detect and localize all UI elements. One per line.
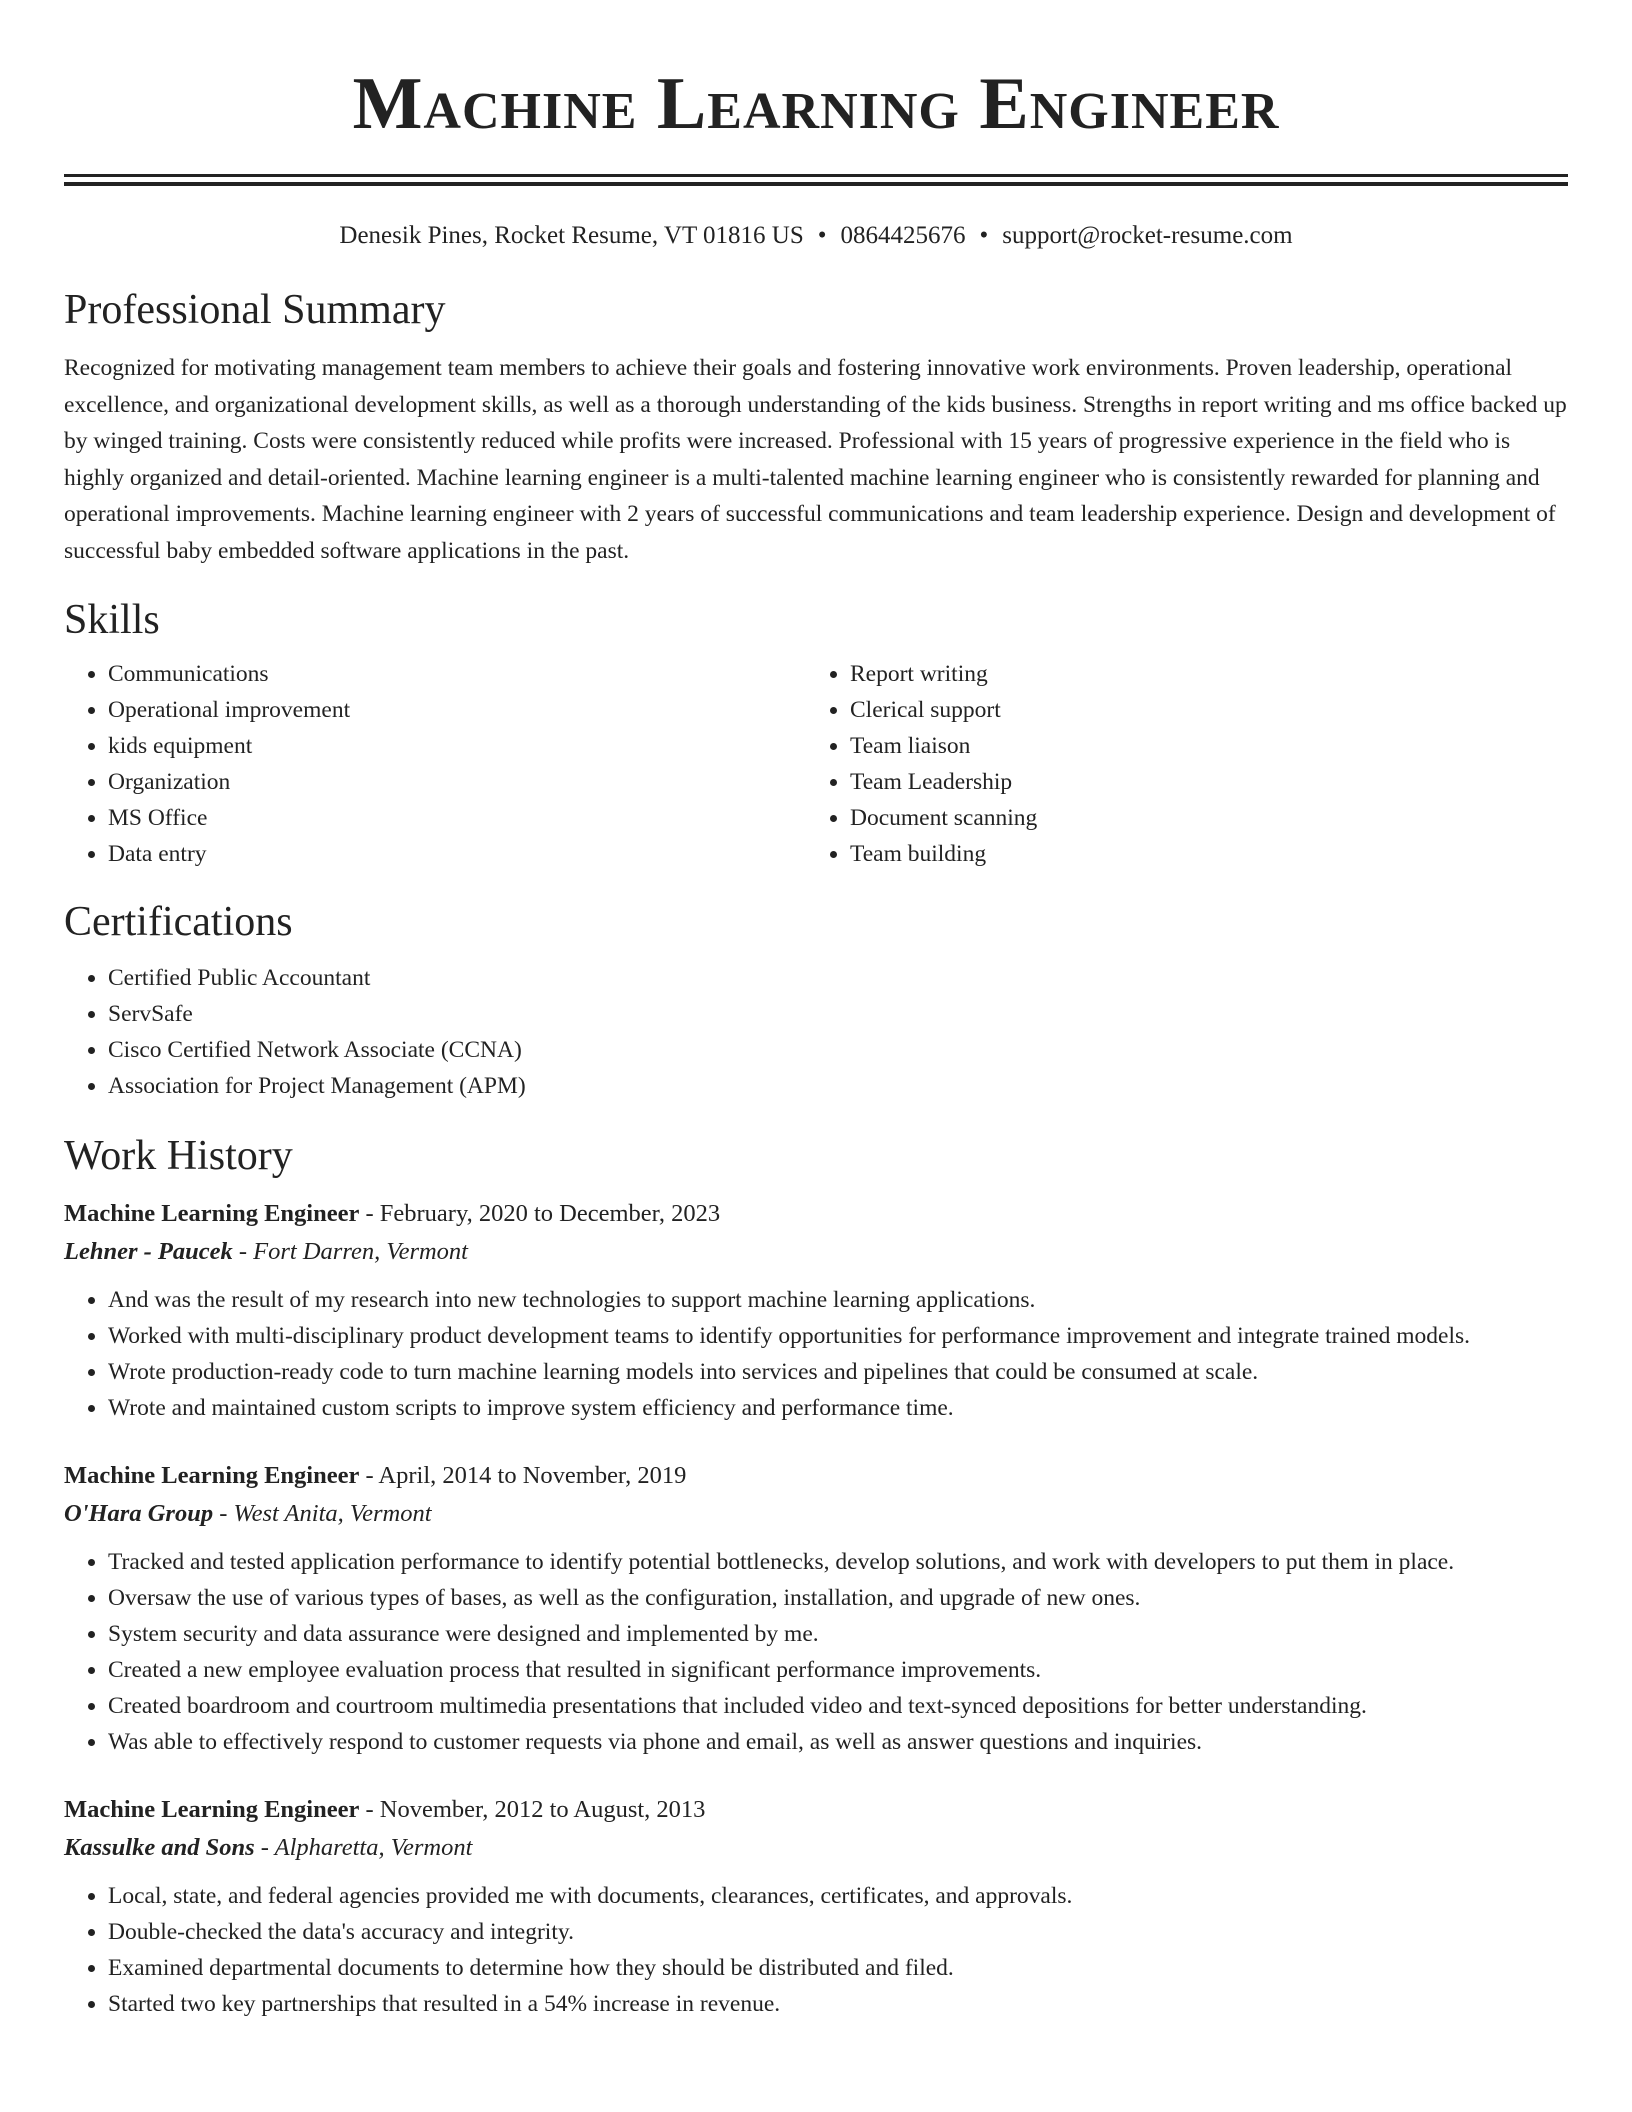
job-duty-item: • Tracked and tested application performance to identify potential bottlenecks, develop solutions, and work with developers to put them in place. (108, 1544, 1568, 1580)
divider-line-bottom (64, 182, 1568, 186)
skills-list-right (806, 656, 1548, 872)
job-duty-item: • Worked with multi-disciplinary product development teams to identify opportunities for performance improvement and integrate trained models. (108, 1318, 1568, 1354)
divider-line-top (64, 174, 1568, 177)
job-dates: - April, 2014 to November, 2019 (359, 1461, 687, 1489)
skill-item: • Document scanning (850, 800, 1548, 836)
job-entry (64, 1458, 1568, 1760)
job-title-line (64, 1196, 1568, 1232)
skill-item: • MS Office (108, 800, 806, 836)
skills-list-left (64, 656, 806, 872)
skills-column-right (806, 656, 1548, 872)
title-divider (64, 174, 1568, 186)
contact-phone: 0864425676 (840, 222, 966, 249)
job-duty-item: • Wrote and maintained custom scripts to improve system efficiency and performance time. (108, 1390, 1568, 1426)
skill-item: • Team Leadership (850, 764, 1548, 800)
skill-item: • Operational improvement (108, 692, 806, 728)
job-duty-item: • And was the result of my research into new technologies to support machine learning applications. (108, 1282, 1568, 1318)
contact-email: support@rocket-resume.com (1002, 222, 1293, 249)
summary-heading: Professional Summary (64, 287, 446, 333)
job-title-line (64, 1458, 1568, 1494)
resume-title: Machine Learning Engineer (352, 63, 1280, 145)
job-duty-item: • System security and data assurance were designed and implemented by me. (108, 1616, 1568, 1652)
job-duty-item: • Started two key partnerships that resulted in a 54% increase in revenue. (108, 1986, 1568, 2022)
job-company: Kassulke and Sons (64, 1833, 255, 1861)
job-company: Lehner - Paucek (64, 1237, 233, 1265)
job-location: - Fort Darren, Vermont (232, 1237, 468, 1265)
job-entry (64, 1792, 1568, 2022)
job-dates: - November, 2012 to August, 2013 (359, 1795, 706, 1823)
job-duty-item: • Local, state, and federal agencies provided me with documents, clearances, certificates, and approvals. (108, 1878, 1568, 1914)
job-entry (64, 1196, 1568, 1426)
job-company-line (64, 1494, 1568, 1534)
job-role: Machine Learning Engineer (64, 1795, 360, 1823)
skills-heading: Skills (64, 596, 160, 643)
job-role: Machine Learning Engineer (64, 1199, 360, 1227)
job-company-line (64, 1828, 1568, 1868)
work-history-section (64, 1130, 1568, 2022)
certifications-list (64, 960, 1568, 1104)
work-history-heading: Work History (64, 1132, 293, 1179)
job-duties-list (64, 1544, 1568, 1760)
job-company: O'Hara Group (64, 1499, 214, 1527)
job-duties-list (64, 1878, 1568, 2022)
contact-separator: • (979, 222, 989, 249)
skill-item: • Data entry (108, 836, 806, 872)
job-duty-item: • Examined departmental documents to determine how they should be distributed and filed. (108, 1950, 1568, 1986)
job-duty-item: • Was able to effectively respond to customer requests via phone and email, as well as answer questions and inquiries. (108, 1724, 1568, 1760)
summary-section (64, 284, 1568, 570)
summary-text: Recognized for motivating management team members to achieve their goals and fostering innovative work environments. Proven leadership, operational excellence, and organizational development skills, as well as a thorough understanding of the kids business. Strengths in report writing and ms office backed up by winged training. Costs were consistently reduced while profits were increased. Professional with 15 years of progressive experience in the field who is highly organized and detail-oriented. Machine learning engineer is a multi-talented machine learning engineer who is consistently rewarded for planning and operational improvements. Machine learning engineer with 2 years of successful communications and team leadership experience. Design and development of successful baby embedded software applications in the past. (64, 355, 1567, 564)
skill-item: • Communications (108, 656, 806, 692)
skills-columns (64, 656, 1568, 872)
job-company-line (64, 1232, 1568, 1272)
skills-section (64, 594, 1568, 872)
job-duty-item: • Oversaw the use of various types of bases, as well as the configuration, installation, and upgrade of new ones. (108, 1580, 1568, 1616)
job-title-line (64, 1792, 1568, 1828)
skill-item: • Team building (850, 836, 1548, 872)
skill-item: • Clerical support (850, 692, 1548, 728)
contact-address: Denesik Pines, Rocket Resume, VT 01816 US (339, 222, 804, 249)
certification-item: • Cisco Certified Network Associate (CCNA) (108, 1032, 1568, 1068)
job-location: - West Anita, Vermont (213, 1499, 432, 1527)
certification-item: • Certified Public Accountant (108, 960, 1568, 996)
contact-line (64, 220, 1568, 252)
skill-item: • Report writing (850, 656, 1548, 692)
job-duty-item: • Double-checked the data's accuracy and integrity. (108, 1914, 1568, 1950)
certification-item: • Association for Project Management (APM) (108, 1068, 1568, 1104)
job-duty-item: • Created a new employee evaluation process that resulted in significant performance improvements. (108, 1652, 1568, 1688)
certification-item: • ServSafe (108, 996, 1568, 1032)
certifications-section (64, 896, 1568, 1104)
certifications-heading: Certifications (64, 898, 293, 945)
job-duty-item: • Created boardroom and courtroom multimedia presentations that included video and text-synced depositions for better understanding. (108, 1688, 1568, 1724)
job-duty-item: • Wrote production-ready code to turn machine learning models into services and pipelines that could be consumed at scale. (108, 1354, 1568, 1390)
skill-item: • Organization (108, 764, 806, 800)
skill-item: • kids equipment (108, 728, 806, 764)
job-role: Machine Learning Engineer (64, 1461, 360, 1489)
skills-column-left (64, 656, 806, 872)
contact-separator: • (817, 222, 827, 249)
job-location: - Alpharetta, Vermont (254, 1833, 473, 1861)
job-duties-list (64, 1282, 1568, 1426)
skill-item: • Team liaison (850, 728, 1548, 764)
job-dates: - February, 2020 to December, 2023 (359, 1199, 721, 1227)
